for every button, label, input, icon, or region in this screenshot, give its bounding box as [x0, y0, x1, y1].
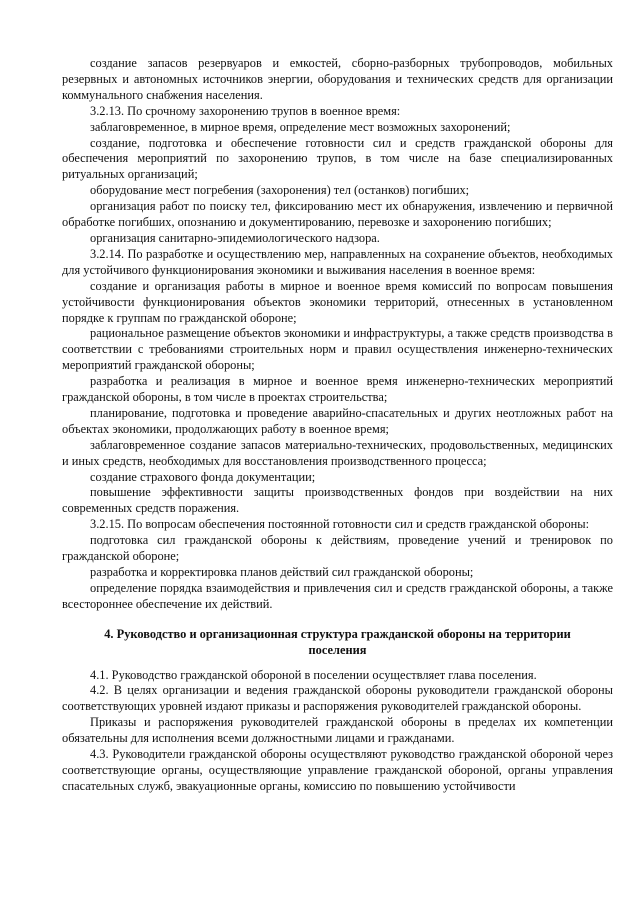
- paragraph: подготовка сил гражданской обороны к действиям, проведение учений и тренировок по гражданской обороне;: [62, 533, 613, 564]
- paragraph: Приказы и распоряжения руководителей гражданской обороны в пределах их компетенции обязательны для исполнения всеми должностными лицами и гражданами.: [62, 715, 613, 746]
- paragraph: рациональное размещение объектов экономики и инфраструктуры, а также средств производства в соответствии с требованиями строительных норм и правил осуществления инженерно-технических мероприятий гражданской обороны;: [62, 326, 613, 373]
- spacer: [62, 613, 613, 627]
- spacer: [62, 659, 613, 668]
- paragraph: создание запасов резервуаров и емкостей, сборно-разборных трубопроводов, мобильных резервных и автономных источников энергии, оборудования и технических средств для организации коммунального снабжения населения.: [62, 56, 613, 102]
- paragraph: разработка и реализация в мирное и военное время инженерно-технических мероприятий гражданской обороны, в том числе в проектах строительства;: [62, 374, 613, 405]
- section-3-body: [62, 56, 613, 613]
- paragraph: заблаговременное, в мирное время, определение мест возможных захоронений;: [90, 119, 511, 134]
- paragraph: разработка и корректировка планов действий сил гражданской обороны;: [90, 565, 474, 579]
- paragraph: создание и организация работы в мирное и военное время комиссий по вопросам повышения устойчивости функционирования объектов экономики территорий, отнесенных в установленном порядке к группам по гражданской обороне;: [62, 278, 613, 325]
- paragraph: 3.2.13. По срочному захоронению трупов в военное время:: [90, 103, 401, 118]
- paragraph: планирование, подготовка и проведение аварийно-спасательных и других неотложных работ на объектах экономики, продолжающих работу в военное время;: [62, 405, 613, 436]
- paragraph: создание страхового фонда документации;: [90, 469, 316, 484]
- paragraph: организация санитарно-эпидемиологического надзора.: [90, 230, 380, 245]
- paragraph: 4.1. Руководство гражданской обороной в поселении осуществляет глава поселения.: [90, 667, 537, 682]
- paragraph: определение порядка взаимодействия и привлечения сил и средств гражданской обороны, а также всестороннее обеспечение их действий.: [62, 580, 613, 611]
- paragraph: 4.3. Руководители гражданской обороны осуществляют руководство гражданской обороной через соответствующие органы, осуществляющие управление гражданской обороной, органы управления спасательных служб, эвакуационные органы, комиссию по повышению устойчивости: [62, 747, 613, 793]
- paragraph: заблаговременное создание запасов материально-технических, продовольственных, медицинских и иных средств, необходимых для восстановления производственного процесса;: [62, 437, 613, 468]
- paragraph: 4.2. В целях организации и ведения гражданской обороны руководители гражданской обороны соответствующих уровней издают приказы и распоряжения руководителей гражданской обороны.: [62, 683, 613, 714]
- paragraph: оборудование мест погребения (захоронения) тел (останков) погибших;: [90, 183, 470, 198]
- paragraph: организация работ по поиску тел, фиксированию мест их обнаружения, извлечению и первичной обработке погибших, опознанию и документированию, перевозке и захоронению погибших;: [62, 199, 613, 230]
- paragraph: создание, подготовка и обеспечение готовности сил и средств гражданской обороны для обеспечения мероприятий по захоронению трупов, в том числе на базе специализированных ритуальных организаций;: [62, 135, 613, 182]
- paragraph: 3.2.15. По вопросам обеспечения постоянной готовности сил и средств гражданской обороны:: [90, 517, 590, 532]
- paragraph: повышение эффективности защиты производственных фондов при воздействии на них современных средств поражения.: [62, 485, 613, 516]
- paragraph: 3.2.14. По разработке и осуществлению мер, направленных на сохранение объектов, необходимых для устойчивого функционирования экономики и выживания населения в военное время:: [62, 246, 613, 277]
- section-4-body: [62, 668, 613, 795]
- section-heading: 4. Руководство и организационная структура гражданской обороны на территории поселения: [104, 626, 571, 657]
